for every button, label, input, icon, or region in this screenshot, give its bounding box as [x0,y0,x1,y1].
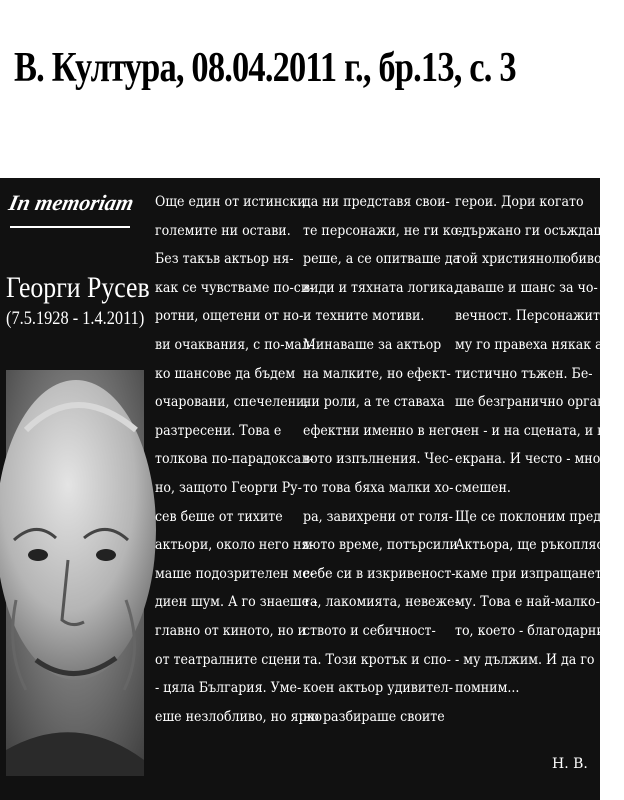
article-line: та. Този кротък и спо- [303,651,451,668]
article-line: коен актьор удивител- [303,680,453,697]
page-title: В. Култура, 08.04.2011 г., бр.13, с. 3 [14,45,516,91]
article-line: да ни представя свои- [303,194,450,210]
article-line: ни роли, а те ставаха [303,394,445,411]
article-line: Без такъв актьор ня- [155,251,294,268]
article-line: ше безгранично органи- [455,394,619,411]
article-column-3 [455,188,624,703]
article-line: големите ни остави. [155,222,291,239]
article-line: актьори, около него ня- [155,537,314,554]
article-line: разтресени. Това е [155,422,282,439]
article-column-1 [155,188,323,731]
article-line: но разбираше своите [303,708,445,725]
article-line: той християнолюбиво им [455,251,624,268]
article-line: ра, завихрени от голя- [303,508,453,525]
article-line: Още един от истински [155,194,306,210]
article-line: диен шум. А го знаеше - [155,594,318,611]
article-line: но, защото Георги Ру- [155,479,302,496]
actor-name: Георги Русев [6,271,150,304]
article-line: себе си в изкривеност- [303,565,456,582]
article-line: помним... [455,680,520,697]
article-line: ко шансове да бъдем [155,365,296,382]
article-line: чен - и на сцената, и на [455,422,614,439]
article-line: то това бяха малки хо- [303,479,454,496]
article-line: мото време, потърсили [303,537,458,554]
actor-dates: (7.5.1928 - 1.4.2011) [6,308,145,329]
article-line: очаровани, спечелени, [155,394,309,411]
rubric-underline [10,226,130,228]
article-line: те персонажи, не ги ко- [303,222,463,239]
article-line: та, лакомията, невеже- [303,594,459,611]
article-line: Минаваше за актьор [303,336,442,353]
article-line: вечност. Персонажите [455,308,608,325]
article-line: - му дължим. И да го [455,651,595,668]
article-line: еше незлобливо, но ярко [155,708,323,725]
actor-portrait-photo [6,370,144,776]
article-line: вото изпълнения. Чес- [303,451,454,468]
article-line: тистично тъжен. Бе- [455,365,593,382]
article-line: - цяла България. Уме- [155,680,302,697]
article-line: от театралните сцени [155,651,301,668]
article-line: реше, а се опитваше да [303,251,461,268]
article-line: и техните мотиви. [303,308,425,325]
article-line: главно от киното, но и [155,622,306,639]
article-line: смешен. [455,479,511,496]
article-line: види и тяхната логика, [303,279,458,296]
article-line: ството и себичност- [303,622,436,639]
article-line: ротни, ощетени от но- [155,308,304,325]
article-line: на малките, но ефект- [303,365,451,382]
article-line: как се чувстваме по-си- [155,279,314,296]
article-line: ефектни именно в него- [303,422,463,439]
article-line: му го правеха някак ар- [455,336,616,353]
article-line: герои. Дори когато [455,194,584,210]
article-line: му. Това е най-малко- [455,594,600,611]
article-line: Ще се поклоним пред [455,508,602,525]
article-column-2 [303,188,463,731]
article-line: толкова по-парадоксал- [155,451,314,468]
article-line: сдържано ги осъждаше, [455,222,617,239]
article-line: каме при изпращането [455,565,610,582]
article-line: сев беше от тихите [155,508,283,525]
rubric-label: In memoriam [6,190,137,215]
article-line: ви очаквания, с по-мал- [155,336,315,353]
article-line: даваше и шанс за чо- [455,279,598,296]
article-line: то, което - благодарни [455,622,605,639]
author-signature: Н. В. [552,756,588,772]
article-line: маше подозрителен ме- [155,565,314,582]
article-line: Актьора, ще ръкопляс- [455,537,608,554]
article-line: екрана. И често - много [455,451,615,468]
